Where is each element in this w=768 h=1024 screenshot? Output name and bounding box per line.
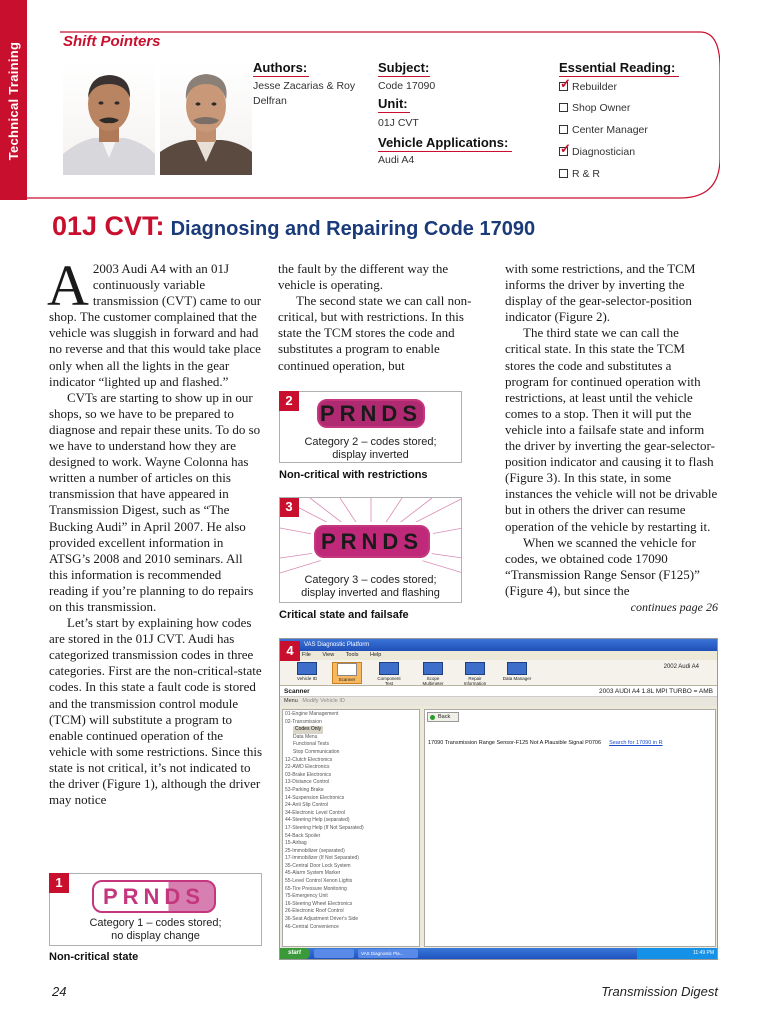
authors-heading: Authors:	[253, 60, 308, 75]
result-pane	[424, 709, 716, 947]
scope-icon	[423, 662, 443, 675]
component-test-button: Component Test	[374, 662, 404, 684]
article-column-1	[47, 253, 263, 808]
component-test-icon	[379, 662, 399, 675]
scanner-toolbar	[280, 660, 717, 686]
page-number: 24	[52, 984, 67, 999]
vehicle-id-button: Vehicle ID	[292, 662, 322, 684]
scope-multimeter-button: Scope Multimeter	[418, 662, 448, 684]
checkbox-empty-icon	[559, 103, 568, 112]
window-menu: File View Tools Help	[302, 652, 382, 658]
paragraph: When we scanned the vehicle for codes, we obtained code 17090 “Transmission Range Sensor (F125)” (Figure 4), but since the	[505, 534, 700, 598]
window-title: VAS Diagnostic Platform	[280, 639, 717, 651]
reading-center-manager: Center Manager	[559, 124, 648, 136]
figure-caption: Category 1 – codes stored; no display change	[89, 917, 222, 942]
windows-taskbar	[280, 948, 717, 959]
author-photo-2	[160, 62, 252, 175]
magazine-name: Transmission Digest	[601, 984, 718, 999]
scanner-bar: Scanner 2003 AUDI A4 1.8L MPI TURBO = AMB	[280, 686, 717, 697]
system-tray-clock: 11:49 PM	[637, 948, 717, 959]
paragraph: with some restrictions, and the TCM informs the driver by inverting the display of the gear-selector-position indicator (Figure 2).	[505, 261, 696, 325]
unit-value: 01J CVT	[378, 117, 419, 129]
figure-3-title: Critical state and failsafe	[279, 609, 409, 621]
figure-number-badge: 3	[279, 497, 299, 517]
scanner-icon	[337, 663, 357, 676]
paragraph: CVTs are starting to show up in our shops, so we have to be prepared to diagnose and repair these units. To do so we have to understand how they are designed to work. Wayne Colonna has written a number of articles on this transmission that have appeared in Transmission Digest, such as “The Bucking Audi” in April 2007. He also provided excellent information in ATSG’s 2008 and 2010 seminars. All this information is recommended reading if you’re planning to do repairs on this transmission.	[49, 389, 261, 614]
module-tree: 01-Engine Management 02-Transmission Codes Only Data Menu Functional Tests Stop Communication 12-Clutch Electronics 22-AWD Electronics 03-Brake Electronics 13-Distance Control 53-Parking Brake 14-Suspension Electronics 24-Anti Slip Control 34-Electronic Level Control 44-Steering Help (separated) 17-Steering Help (If Not Separated) 54-Back Spoiler 15-Airbag 25-Immobilizer (separated) 17-Immobilizer (If Not Separated) 35-Central Door Lock System 45-Alarm System Marker 55-Level Control Xenon Lights 65-Tire Pressure Monitoring 75-Emergency Unit 16-Steering Wheel Electronics 26-Electronic Roof Control 36-Seat Adjustment Driver's Side 46-Central Convenience	[282, 709, 420, 947]
headline-title: Diagnosing and Repairing Code 17090	[170, 218, 536, 240]
figure-1	[49, 873, 262, 946]
figure-2	[279, 391, 462, 463]
paragraph: A 2003 Audi A4 with an 01J continuously variable transmission (CVT) came to our shop. The customer complained that the vehicle was sluggish in forward and had no reverse and that this would take place only when all the lights in the gear indicator “lighted up and flashed.”	[47, 253, 262, 389]
paragraph: The third state we can call the critical state. In this state the TCM stores the code and substitutes a program for continued operation with restrictions, at least until the vehicle comes to a stop. Then it will put the vehicle into a failsafe state and inform the driver by inverting the gear-selector-position indicator and causing it to flash (Figure 3). In this state, in some instances the vehicle will not be drivable but in others the driver can resume operation of the vehicle by restarting it.	[505, 325, 718, 534]
figure-3	[279, 497, 462, 603]
figure-1-title: Non-critical state	[49, 951, 139, 963]
data-manager-button: Data Manager	[502, 662, 532, 684]
paragraph: the fault by the different way the vehicle is operating.	[278, 261, 449, 293]
gear-indicator-inverted: PRNDS	[317, 399, 425, 428]
vehicle-id-icon	[297, 662, 317, 675]
figure-caption: Category 2 – codes stored; display inverted	[304, 436, 437, 461]
subject-heading: Subject:	[378, 60, 430, 75]
taskbar-item	[314, 949, 354, 958]
repair-info-icon	[465, 662, 485, 675]
figure-4-scanner-screenshot	[279, 638, 718, 960]
figure-caption: Category 3 – codes stored; display inverted and flashing	[280, 574, 461, 600]
figure-2-title: Non-critical with restrictions	[279, 469, 428, 481]
subject-value: Code 17090	[378, 80, 436, 92]
scanner-tabs: Menu Modify Vehicle ID	[280, 697, 717, 706]
reading-rebuilder: ✓ Rebuilder	[560, 76, 617, 93]
model-label: 2002 Audi A4	[663, 664, 699, 670]
authors-names: Jesse Zacarias & Roy Delfran	[253, 80, 356, 107]
section-label: Technical Training	[6, 41, 21, 161]
scanner-button: Scanner	[332, 662, 362, 684]
gear-indicator-normal: PRNDS	[92, 880, 216, 913]
reading-shop-owner: Shop Owner	[559, 102, 630, 114]
back-button: Back	[427, 712, 459, 722]
search-link: Search for 17090 in R	[609, 740, 663, 746]
author-photo-1	[63, 62, 155, 175]
checkbox-empty-icon	[559, 169, 568, 178]
essential-reading-heading: Essential Reading:	[559, 60, 679, 77]
repair-information-button: Repair Information	[460, 662, 490, 684]
taskbar-item: VAS Diagnostic Pla...	[358, 949, 418, 958]
figure-number-badge: 4	[280, 641, 300, 661]
checkbox-empty-icon	[559, 125, 568, 134]
checkbox-checked-icon: ✓	[560, 141, 571, 156]
vehicle-line: 2003 AUDI A4 1.8L MPI TURBO = AMB	[599, 688, 713, 695]
gear-indicator-flashing: PRNDS	[314, 525, 430, 558]
data-manager-icon	[507, 662, 527, 675]
dtc-result: 17090 Transmission Range Sensor-F125 Not A Plausible Signal P0706 Search for 17090 in R	[428, 740, 663, 746]
vehicle-applications-heading: Vehicle Applications:	[378, 135, 512, 152]
article-column-3	[505, 261, 718, 615]
paragraph: Let’s start by explaining how codes are stored in the 01J CVT. Audi has categorized transmission codes in three categories. First are the non-critical-state codes. In this state a fault code is stored and the transmission control module (TCM) will substitute a program to enable continued operation of the vehicle with some restrictions. Since this state is not critical, it’s not indicated to the driver (Figure 1), although the driver may notice	[49, 615, 263, 808]
article-column-2	[278, 261, 476, 374]
reading-r-and-r: R & R	[559, 168, 600, 180]
column-name: Shift Pointers	[63, 33, 165, 50]
reading-diagnostician: ✓ Diagnostician	[560, 141, 636, 158]
vehicle-applications-value: Audi A4	[378, 154, 415, 166]
figure-number-badge: 2	[279, 391, 299, 411]
article-headline	[52, 211, 535, 242]
figure-number-badge: 1	[49, 873, 69, 893]
start-button: start	[280, 948, 310, 959]
continues-note: continues page 26	[630, 599, 718, 614]
unit-heading: Unit:	[378, 96, 410, 113]
headline-prefix: 01J CVT:	[52, 211, 165, 241]
tree-item-selected: Codes Only	[295, 726, 322, 733]
paragraph: The second state we can call non-critical, but with restrictions. In this state the TCM stores the code and substitutes a program to enable continued operation, but	[278, 293, 472, 373]
drop-cap: A	[47, 253, 89, 318]
checkbox-checked-icon: ✓	[560, 76, 571, 91]
